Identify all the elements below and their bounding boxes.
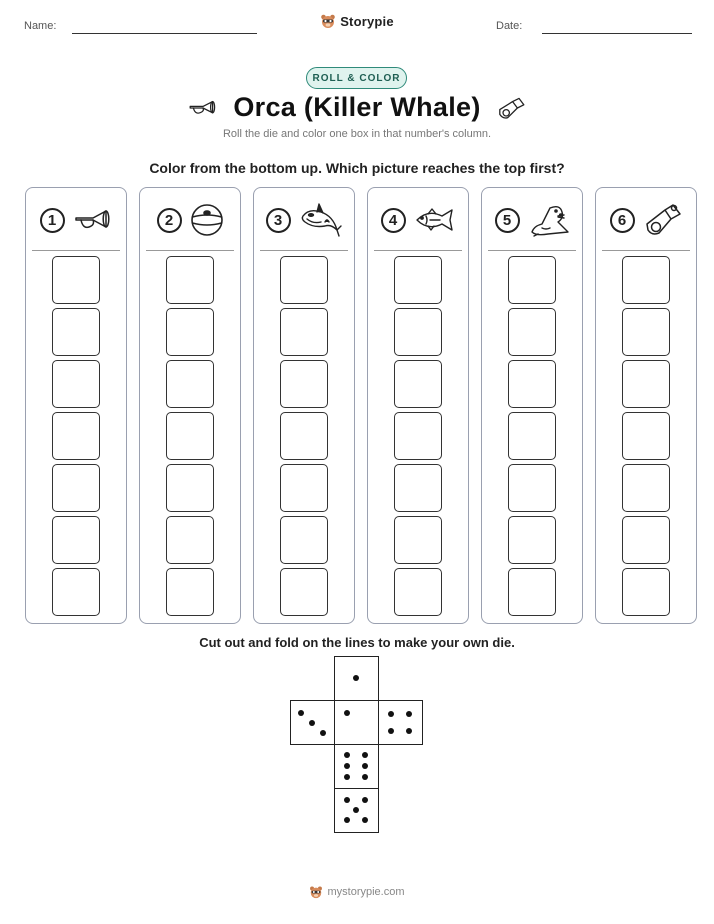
- color-box[interactable]: [52, 464, 100, 512]
- color-box[interactable]: [280, 568, 328, 616]
- bear-mascot-icon: [320, 13, 336, 29]
- column-6: [595, 187, 697, 624]
- die-face-6: [334, 744, 379, 789]
- column-divider: [260, 250, 348, 251]
- die-pip: [406, 728, 412, 734]
- die-net: [290, 656, 424, 834]
- color-box[interactable]: [280, 464, 328, 512]
- color-box[interactable]: [508, 308, 556, 356]
- color-box[interactable]: [622, 360, 670, 408]
- title-row: [0, 92, 714, 123]
- column-number: 5: [495, 208, 520, 233]
- color-box[interactable]: [622, 256, 670, 304]
- color-box[interactable]: [622, 412, 670, 460]
- color-box[interactable]: [394, 516, 442, 564]
- column-header: [254, 188, 354, 250]
- color-box[interactable]: [166, 568, 214, 616]
- die-face-4: [378, 700, 423, 745]
- column-divider: [32, 250, 120, 251]
- color-box[interactable]: [508, 516, 556, 564]
- trumpet-icon: [187, 97, 219, 119]
- instruction: Color from the bottom up. Which picture reaches the top first?: [149, 160, 565, 176]
- column-3: [253, 187, 355, 624]
- column-4: [367, 187, 469, 624]
- color-box[interactable]: [52, 516, 100, 564]
- column-divider: [374, 250, 462, 251]
- color-box[interactable]: [166, 308, 214, 356]
- die-pip: [344, 797, 350, 803]
- cut-instruction: Cut out and fold on the lines to make your own die.: [199, 635, 515, 650]
- color-box[interactable]: [622, 308, 670, 356]
- column-number: 3: [266, 208, 291, 233]
- orca-icon: [299, 202, 343, 238]
- die-pip: [344, 752, 350, 758]
- color-box[interactable]: [52, 256, 100, 304]
- color-box[interactable]: [280, 308, 328, 356]
- trumpet-icon: [73, 206, 113, 234]
- whistle-icon: [643, 202, 683, 238]
- column-header: [368, 188, 468, 250]
- color-box[interactable]: [166, 256, 214, 304]
- color-boxes: [368, 256, 468, 616]
- color-box[interactable]: [394, 256, 442, 304]
- footer-url[interactable]: mystorypie.com: [327, 886, 405, 898]
- name-label: Name:: [24, 20, 57, 32]
- die-pip: [320, 730, 326, 736]
- color-box[interactable]: [166, 464, 214, 512]
- color-box[interactable]: [166, 412, 214, 460]
- die-pip: [362, 774, 368, 780]
- column-divider: [488, 250, 576, 251]
- page-title: Orca (Killer Whale): [233, 92, 481, 122]
- column-divider: [602, 250, 690, 251]
- die-pip: [388, 711, 394, 717]
- color-box[interactable]: [52, 568, 100, 616]
- color-box[interactable]: [508, 568, 556, 616]
- die-pip: [362, 797, 368, 803]
- die-face-1: [334, 700, 379, 745]
- color-box[interactable]: [508, 360, 556, 408]
- color-box[interactable]: [394, 464, 442, 512]
- color-box[interactable]: [280, 412, 328, 460]
- die-pip: [298, 710, 304, 716]
- die-pip: [344, 817, 350, 823]
- column-number: 1: [40, 208, 65, 233]
- color-box[interactable]: [394, 360, 442, 408]
- color-box[interactable]: [52, 412, 100, 460]
- die-face-1: [334, 656, 379, 701]
- die-pip: [309, 720, 315, 726]
- die-pip: [353, 807, 359, 813]
- color-box[interactable]: [622, 516, 670, 564]
- color-boxes: [596, 256, 696, 616]
- color-boxes: [254, 256, 354, 616]
- seal-icon: [528, 202, 570, 238]
- die-pip: [362, 752, 368, 758]
- column-header: [140, 188, 240, 250]
- date-line: [542, 33, 692, 34]
- color-box[interactable]: [622, 568, 670, 616]
- color-box[interactable]: [52, 308, 100, 356]
- color-box[interactable]: [280, 360, 328, 408]
- color-box[interactable]: [166, 516, 214, 564]
- column-1: [25, 187, 127, 624]
- footer: [0, 885, 714, 899]
- column-divider: [146, 250, 234, 251]
- color-box[interactable]: [280, 516, 328, 564]
- color-box[interactable]: [394, 412, 442, 460]
- die-face-3: [290, 700, 335, 745]
- whistle-icon: [495, 94, 527, 122]
- brand-name: Storypie: [340, 13, 394, 29]
- ball-icon: [190, 203, 224, 237]
- die-face-5: [334, 788, 379, 833]
- color-box[interactable]: [508, 464, 556, 512]
- date-label: Date:: [496, 20, 523, 32]
- column-5: [481, 187, 583, 624]
- die-pip: [344, 710, 350, 716]
- subtitle: Roll the die and color one box in that number's column.: [222, 128, 492, 140]
- color-box[interactable]: [622, 464, 670, 512]
- die-pip: [353, 675, 359, 681]
- column-header: [26, 188, 126, 250]
- color-box[interactable]: [394, 308, 442, 356]
- column-header: [482, 188, 582, 250]
- name-line: [72, 33, 257, 34]
- brand-logo: [0, 13, 714, 29]
- color-box[interactable]: [166, 360, 214, 408]
- die-pip: [362, 817, 368, 823]
- color-boxes: [482, 256, 582, 616]
- activity-badge: ROLL & COLOR: [306, 67, 407, 89]
- color-boxes: [140, 256, 240, 616]
- column-header: [596, 188, 696, 250]
- column-number: 4: [381, 208, 406, 233]
- color-box[interactable]: [508, 412, 556, 460]
- die-pip: [344, 763, 350, 769]
- color-box[interactable]: [52, 360, 100, 408]
- color-box[interactable]: [280, 256, 328, 304]
- die-pip: [406, 711, 412, 717]
- color-box[interactable]: [508, 256, 556, 304]
- die-pip: [388, 728, 394, 734]
- die-pip: [344, 774, 350, 780]
- roll-columns: [25, 187, 697, 624]
- color-boxes: [26, 256, 126, 616]
- column-2: [139, 187, 241, 624]
- color-box[interactable]: [394, 568, 442, 616]
- fish-icon: [414, 206, 456, 234]
- column-number: 2: [157, 208, 182, 233]
- die-pip: [362, 763, 368, 769]
- column-number: 6: [610, 208, 635, 233]
- bear-mascot-icon: [309, 885, 323, 899]
